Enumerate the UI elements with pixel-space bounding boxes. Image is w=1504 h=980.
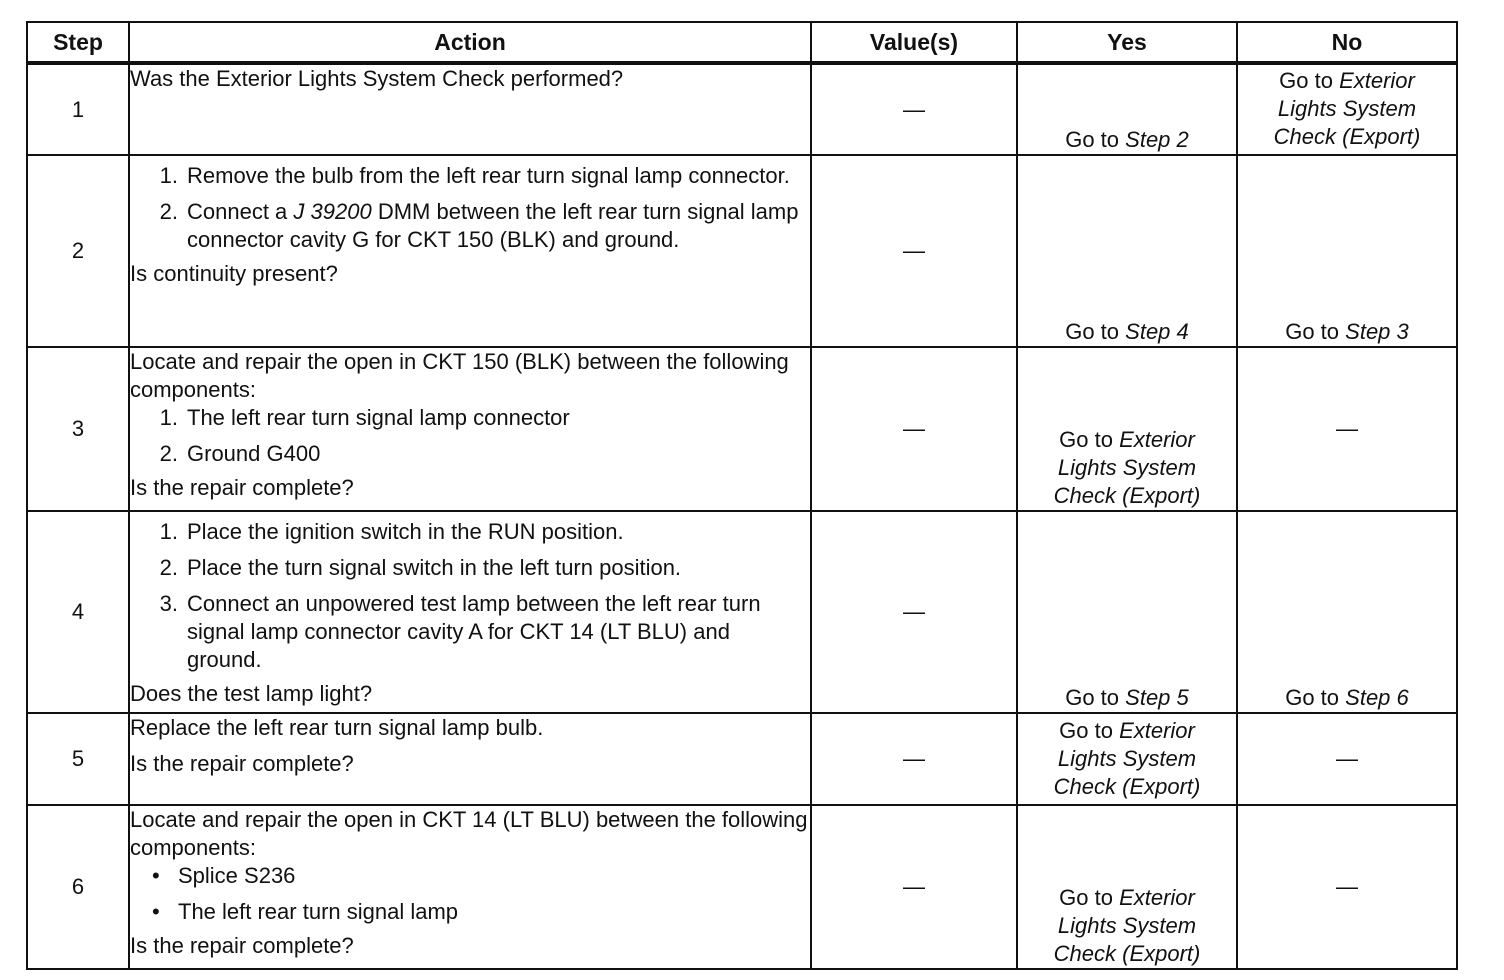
yes-cell: [1017, 155, 1237, 347]
goto-label: Go to: [1065, 319, 1120, 344]
no-cell: [1237, 155, 1457, 347]
list-item: 2. Connect a J 39200 DMM between the left rear turn signal lamp connector cavity G for CKT 150 (BLK) and ground.: [159, 199, 799, 252]
instruction-text: Replace the left rear turn signal lamp bulb.: [130, 715, 544, 740]
no-target: Step 6: [1345, 685, 1409, 710]
action-cell: [129, 805, 811, 969]
value-cell: —: [811, 155, 1017, 347]
list-item: 1. Remove the bulb from the left rear turn signal lamp connector.: [159, 163, 790, 188]
table-row: [27, 347, 1457, 511]
list-item: 3. Connect an unpowered test lamp between the left rear turn signal lamp connector cavity A for CKT 14 (LT BLU) and ground.: [159, 591, 761, 672]
yes-cell: [1017, 63, 1237, 155]
goto-label: Go to: [1285, 319, 1340, 344]
goto-label: Go to: [1279, 68, 1333, 93]
step-number: 3: [27, 347, 129, 511]
list-item: • Splice S236: [152, 863, 296, 888]
goto-label: Go to: [1059, 885, 1113, 910]
list-item: 1. Place the ignition switch in the RUN position.: [159, 519, 624, 544]
question-text: Was the Exterior Lights System Check performed?: [130, 66, 624, 91]
table-row: [27, 713, 1457, 805]
header-no: No: [1237, 22, 1457, 63]
question-text: Is the repair complete?: [130, 751, 354, 776]
goto-label: Go to: [1065, 685, 1120, 710]
header-row: [27, 22, 1457, 63]
ext-line1: Exterior: [1119, 427, 1195, 452]
step-number: 6: [27, 805, 129, 969]
no-cell: —: [1237, 713, 1457, 805]
question-text: Is the repair complete?: [130, 933, 354, 958]
action-cell: [129, 511, 811, 713]
step-number: 4: [27, 511, 129, 713]
numbered-list: [130, 518, 810, 674]
list-item: 1. The left rear turn signal lamp connector: [159, 405, 570, 430]
goto-label: Go to: [1059, 427, 1113, 452]
goto-label: Go to: [1065, 127, 1120, 152]
action-cell: [129, 155, 811, 347]
table-row: [27, 63, 1457, 155]
intro-text: Locate and repair the open in CKT 150 (BLK) between the following components:: [130, 349, 789, 402]
ext-line3: Check (Export): [1053, 774, 1201, 799]
table-row: [27, 155, 1457, 347]
no-cell: [1237, 511, 1457, 713]
value-cell: —: [811, 805, 1017, 969]
no-target: Step 3: [1345, 319, 1409, 344]
value-cell: —: [811, 713, 1017, 805]
ext-line2: Lights System: [1057, 746, 1197, 771]
action-cell: [129, 347, 811, 511]
goto-label: Go to: [1285, 685, 1340, 710]
question-text: Is the repair complete?: [130, 475, 354, 500]
no-cell: [1237, 63, 1457, 155]
header-action: Action: [129, 22, 811, 63]
yes-cell: [1017, 713, 1237, 805]
ext-line1: Exterior: [1119, 718, 1195, 743]
step-number: 5: [27, 713, 129, 805]
ext-line1: Exterior: [1119, 885, 1195, 910]
bullet-list: [130, 862, 810, 926]
question-text: Is continuity present?: [130, 261, 338, 286]
ext-line2: Lights System: [1057, 455, 1197, 480]
tool-name: J 39200: [293, 199, 372, 224]
diagnostic-table: [26, 21, 1458, 970]
yes-target: Step 5: [1125, 685, 1189, 710]
intro-text: Locate and repair the open in CKT 14 (LT BLU) between the following components:: [130, 807, 808, 860]
yes-cell: [1017, 805, 1237, 969]
action-cell: [129, 713, 811, 805]
table-row: [27, 511, 1457, 713]
header-yes: Yes: [1017, 22, 1237, 63]
list-item: • The left rear turn signal lamp: [152, 899, 459, 924]
ext-line3: Check (Export): [1053, 483, 1201, 508]
value-cell: —: [811, 347, 1017, 511]
header-values: Value(s): [811, 22, 1017, 63]
step-number: 1: [27, 63, 129, 155]
header-step: Step: [27, 22, 129, 63]
value-cell: —: [811, 511, 1017, 713]
ext-line1: Exterior: [1339, 68, 1415, 93]
ext-line2: Lights System: [1277, 96, 1417, 121]
step-number: 2: [27, 155, 129, 347]
list-item: 2. Ground G400: [159, 441, 321, 466]
no-cell: —: [1237, 347, 1457, 511]
ext-line3: Check (Export): [1053, 941, 1201, 966]
numbered-list: [130, 162, 810, 254]
yes-target: Step 2: [1125, 127, 1189, 152]
action-cell: [129, 63, 811, 155]
yes-cell: [1017, 511, 1237, 713]
question-text: Does the test lamp light?: [130, 681, 373, 706]
numbered-list: [130, 404, 810, 468]
ext-line3: Check (Export): [1273, 124, 1421, 149]
value-cell: —: [811, 63, 1017, 155]
table-row: [27, 805, 1457, 969]
list-item: 2. Place the turn signal switch in the left turn position.: [159, 555, 682, 580]
no-cell: —: [1237, 805, 1457, 969]
goto-label: Go to: [1059, 718, 1113, 743]
yes-target: Step 4: [1125, 319, 1189, 344]
yes-cell: [1017, 347, 1237, 511]
ext-line2: Lights System: [1057, 913, 1197, 938]
